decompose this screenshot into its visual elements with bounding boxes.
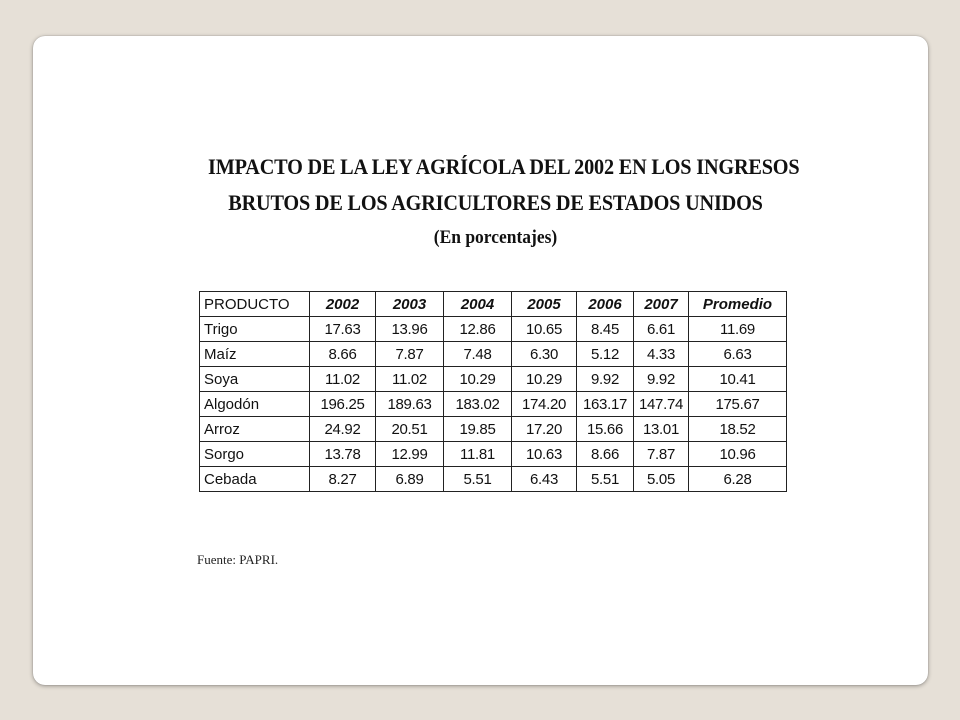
header-cell: Promedio [689,292,787,317]
header-row [200,292,787,317]
value-cell: 175.67 [689,392,787,417]
value-cell: 11.81 [444,442,512,467]
value-cell: 10.29 [512,367,577,392]
value-cell: 4.33 [634,342,689,367]
value-cell: 6.61 [634,317,689,342]
value-cell: 13.96 [376,317,444,342]
product-cell: Arroz [200,417,310,442]
product-cell: Trigo [200,317,310,342]
value-cell: 17.20 [512,417,577,442]
value-cell: 8.27 [310,467,376,492]
value-cell: 6.43 [512,467,577,492]
value-cell: 183.02 [444,392,512,417]
value-cell: 12.86 [444,317,512,342]
header-cell: 2002 [310,292,376,317]
value-cell: 6.63 [689,342,787,367]
value-cell: 5.51 [444,467,512,492]
table-row [200,367,787,392]
value-cell: 12.99 [376,442,444,467]
value-cell: 7.48 [444,342,512,367]
value-cell: 11.69 [689,317,787,342]
value-cell: 6.30 [512,342,577,367]
value-cell: 10.63 [512,442,577,467]
value-cell: 7.87 [634,442,689,467]
value-cell: 5.05 [634,467,689,492]
product-cell: Algodón [200,392,310,417]
value-cell: 11.02 [376,367,444,392]
header-cell: 2006 [577,292,634,317]
header-cell: 2004 [444,292,512,317]
header-cell: 2003 [376,292,444,317]
value-cell: 189.63 [376,392,444,417]
header-cell: 2005 [512,292,577,317]
value-cell: 15.66 [577,417,634,442]
title-line-2: BRUTOS DE LOS AGRICULTORES DE ESTADOS UNIDOS [228,190,763,215]
value-cell: 163.17 [577,392,634,417]
value-cell: 5.12 [577,342,634,367]
value-cell: 11.02 [310,367,376,392]
product-cell: Sorgo [200,442,310,467]
table-row [200,392,787,417]
value-cell: 9.92 [634,367,689,392]
table-row [200,442,787,467]
source-note: Fuente: PAPRI. [197,552,279,567]
slide-panel [33,36,928,685]
title-line-1: IMPACTO DE LA LEY AGRÍCOLA DEL 2002 EN LOS INGRESOS [208,154,800,179]
value-cell: 196.25 [310,392,376,417]
value-cell: 20.51 [376,417,444,442]
value-cell: 8.45 [577,317,634,342]
table-row [200,317,787,342]
header-cell: PRODUCTO [200,292,310,317]
value-cell: 18.52 [689,417,787,442]
product-cell: Soya [200,367,310,392]
product-cell: Maíz [200,342,310,367]
value-cell: 174.20 [512,392,577,417]
value-cell: 19.85 [444,417,512,442]
value-cell: 8.66 [577,442,634,467]
value-cell: 13.01 [634,417,689,442]
value-cell: 10.29 [444,367,512,392]
table-row [200,417,787,442]
value-cell: 147.74 [634,392,689,417]
value-cell: 24.92 [310,417,376,442]
title-block [183,149,808,253]
value-cell: 13.78 [310,442,376,467]
value-cell: 6.28 [689,467,787,492]
table-row [200,467,787,492]
product-cell: Cebada [200,467,310,492]
value-cell: 8.66 [310,342,376,367]
header-cell: 2007 [634,292,689,317]
subtitle: (En porcentajes) [433,227,558,248]
value-cell: 17.63 [310,317,376,342]
value-cell: 10.96 [689,442,787,467]
table-row [200,342,787,367]
value-cell: 9.92 [577,367,634,392]
data-table [199,291,787,492]
value-cell: 6.89 [376,467,444,492]
value-cell: 7.87 [376,342,444,367]
value-cell: 10.41 [689,367,787,392]
value-cell: 5.51 [577,467,634,492]
value-cell: 10.65 [512,317,577,342]
